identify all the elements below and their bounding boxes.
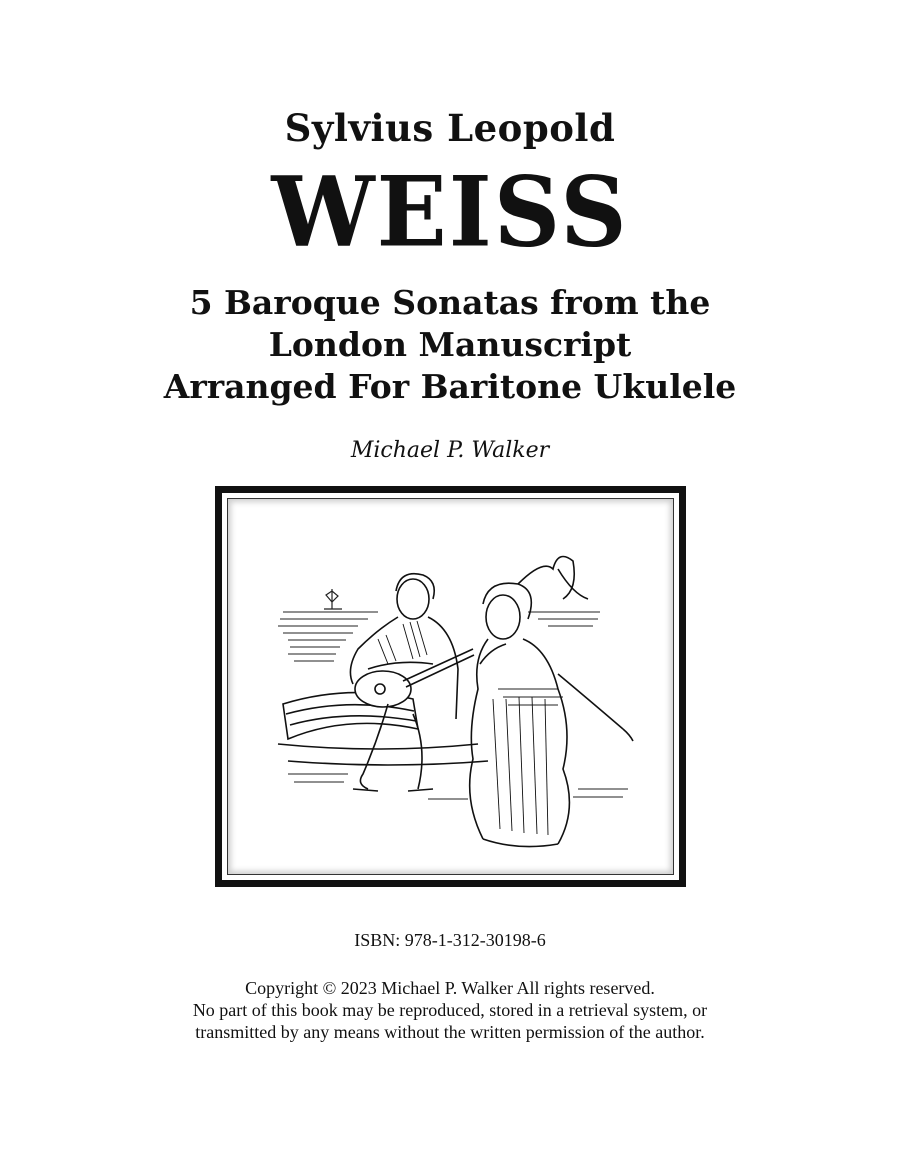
woman-figure <box>470 557 633 847</box>
lute-player-couple-illustration <box>228 499 677 878</box>
illustration-frame <box>215 486 686 887</box>
illustration-matte <box>227 498 674 875</box>
composer-last-name: WEISS <box>271 155 629 269</box>
subtitle-line: Arranged For Baritone Ukulele <box>163 367 737 406</box>
copyright-line: transmitted by any means without the written permission of the author. <box>195 1022 705 1042</box>
isbn-number: ISBN: 978-1-312-30198-6 <box>354 930 546 950</box>
subtitle-line: 5 Baroque Sonatas from the <box>189 283 711 322</box>
lute-player-figure <box>350 574 474 791</box>
composer-first-name: Sylvius Leopold <box>284 106 616 150</box>
copyright-notice <box>0 977 900 1043</box>
author-name: Michael P. Walker <box>350 438 550 463</box>
sailboat-icon <box>324 589 342 609</box>
copyright-line: No part of this book may be reproduced, stored in a retrieval system, or <box>192 1000 708 1020</box>
subtitle-line: London Manuscript <box>268 325 632 364</box>
book-subtitle <box>0 282 900 408</box>
copyright-line: Copyright © 2023 Michael P. Walker All rights reserved. <box>245 978 655 998</box>
